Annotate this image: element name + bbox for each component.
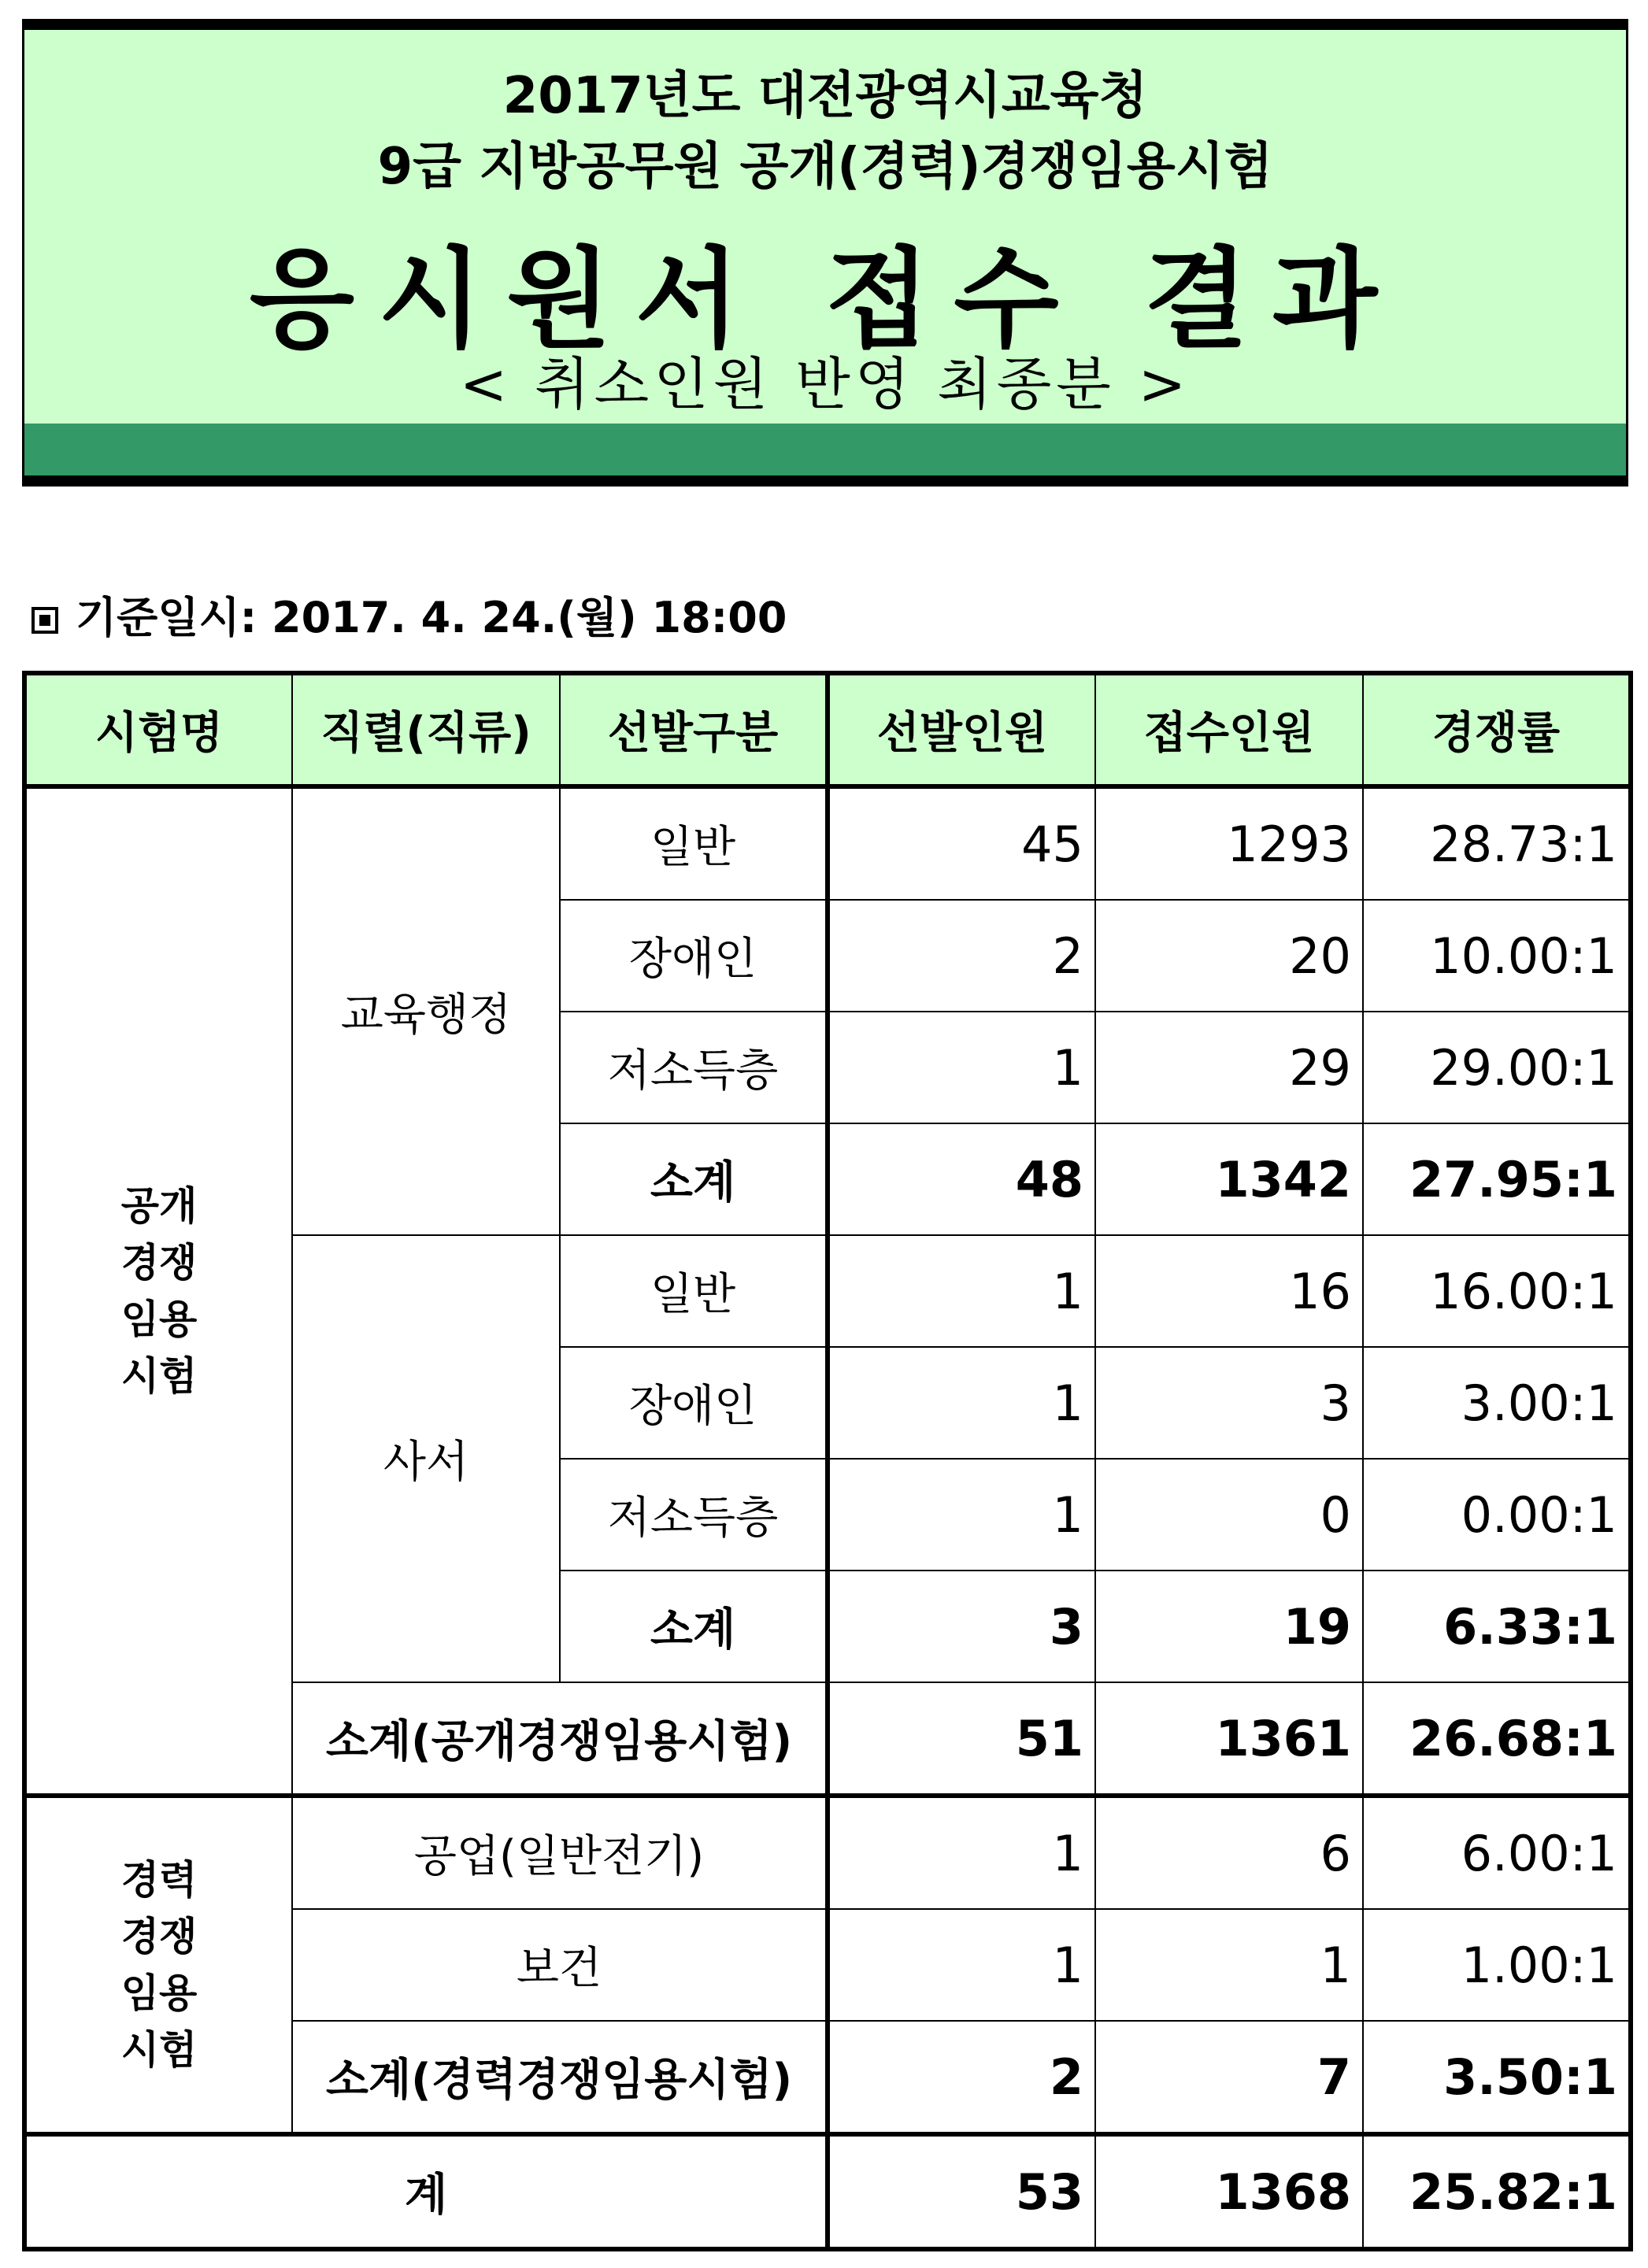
banner-body [22,30,1628,424]
ratio-cell: 1.00:1 [1363,1909,1631,2021]
selected-cell: 1 [828,1347,1095,1459]
ratio-cell: 3.00:1 [1363,1347,1631,1459]
applied-cell: 3 [1095,1347,1363,1459]
selected-cell: 3 [828,1571,1095,1682]
header-line2: 9급 지방공무원 공개(경력)경쟁임용시험 [377,138,1273,196]
selected-cell: 1 [828,1796,1095,1909]
category-cell: 장애인 [560,1347,828,1459]
banner-bottom-border [22,475,1628,487]
category-cell: 소계 [560,1123,828,1235]
ratio-cell: 29.00:1 [1363,1012,1631,1123]
selected-cell: 1 [828,1459,1095,1571]
series-edu-admin: 교육행정 [292,786,560,1235]
applied-cell: 7 [1095,2021,1363,2134]
group-open-label: 공개 경쟁 임용 시험 [24,786,292,1796]
selected-cell: 1 [828,1012,1095,1123]
total-label: 계 [24,2134,828,2249]
applied-cell: 20 [1095,900,1363,1012]
ratio-cell: 27.95:1 [1363,1123,1631,1235]
page-title: 응시원서 접수 결과 [249,236,1402,363]
category-cell: 일반 [560,786,828,900]
applied-cell: 1293 [1095,786,1363,900]
ratio-cell: 10.00:1 [1363,900,1631,1012]
banner-green-strip [22,424,1628,475]
page-subtitle: < 취소인원 반영 최종분 > [459,351,1191,417]
banner-top-border [22,19,1628,30]
career-subtotal-label: 소계(경력경쟁임용시험) [292,2021,828,2134]
applied-cell: 1361 [1095,1682,1363,1796]
selected-cell: 1 [828,1909,1095,2021]
selected-cell: 2 [828,2021,1095,2134]
selected-cell: 45 [828,786,1095,900]
results-table [22,671,1633,2251]
series-cell: 보건 [292,1909,828,2021]
col-header-ratio: 경쟁률 [1363,673,1631,786]
table-row [24,1796,1631,1909]
col-header-category: 선발구분 [560,673,828,786]
category-cell: 저소득층 [560,1459,828,1571]
table-header-row [24,673,1631,786]
selected-cell: 48 [828,1123,1095,1235]
applied-cell: 19 [1095,1571,1363,1682]
square-bullet-icon [31,607,58,634]
group-career-label: 경력 경쟁 임용 시험 [24,1796,292,2134]
ratio-cell: 0.00:1 [1363,1459,1631,1571]
applied-cell: 1342 [1095,1123,1363,1235]
selected-cell: 53 [828,2134,1095,2249]
category-cell: 일반 [560,1235,828,1347]
col-header-applied: 접수인원 [1095,673,1363,786]
applied-cell: 0 [1095,1459,1363,1571]
table-row [24,786,1631,900]
col-header-selected: 선발인원 [828,673,1095,786]
ratio-cell: 6.33:1 [1363,1571,1631,1682]
header-line1: 2017년도 대전광역시교육청 [502,67,1148,125]
header-banner [22,19,1628,469]
selected-cell: 51 [828,1682,1095,1796]
ratio-cell: 26.68:1 [1363,1682,1631,1796]
ratio-cell: 16.00:1 [1363,1235,1631,1347]
applied-cell: 29 [1095,1012,1363,1123]
category-cell: 장애인 [560,900,828,1012]
applied-cell: 1368 [1095,2134,1363,2249]
category-cell: 소계 [560,1571,828,1682]
ratio-cell: 3.50:1 [1363,2021,1631,2134]
ratio-cell: 6.00:1 [1363,1796,1631,1909]
ratio-cell: 28.73:1 [1363,786,1631,900]
applied-cell: 6 [1095,1796,1363,1909]
open-subtotal-label: 소계(공개경쟁임용시험) [292,1682,828,1796]
series-librarian: 사서 [292,1235,560,1682]
col-header-exam: 시험명 [24,673,292,786]
reference-datetime-text: 기준일시: 2017. 4. 24.(월) 18:00 [76,593,787,642]
selected-cell: 1 [828,1235,1095,1347]
ratio-cell: 25.82:1 [1363,2134,1631,2249]
col-header-series: 직렬(직류) [292,673,560,786]
selected-cell: 2 [828,900,1095,1012]
applied-cell: 1 [1095,1909,1363,2021]
category-cell: 저소득층 [560,1012,828,1123]
series-cell: 공업(일반전기) [292,1796,828,1909]
table-row-total [24,2134,1631,2249]
applied-cell: 16 [1095,1235,1363,1347]
reference-datetime [31,584,787,645]
